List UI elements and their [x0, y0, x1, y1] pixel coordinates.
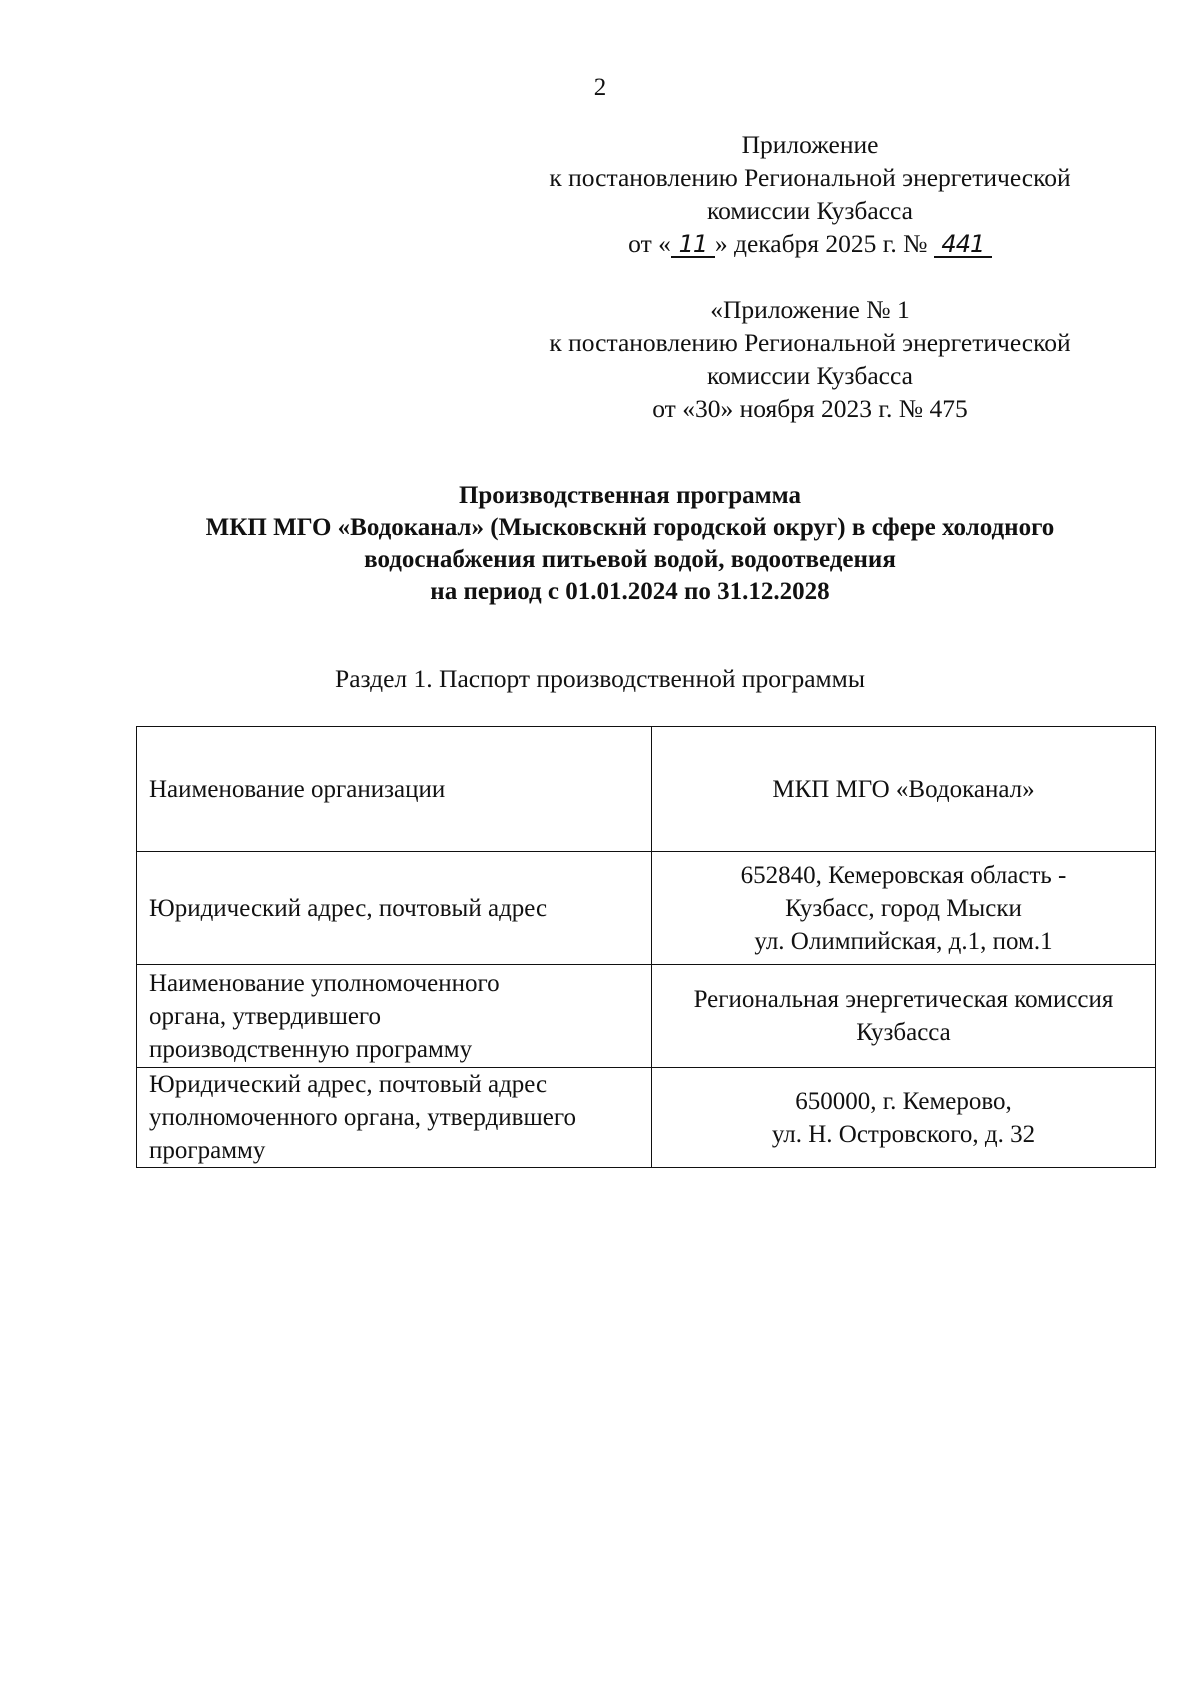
row-value	[652, 852, 1156, 965]
table-row	[137, 852, 1156, 965]
row-value-line: ул. Олимпийская, д.1, пом.1	[754, 927, 1053, 955]
table-row	[137, 1068, 1156, 1168]
original-commission-line: комиссии Кузбасса	[707, 361, 913, 390]
row-label	[137, 852, 652, 965]
appendix-header	[480, 128, 1140, 260]
row-value-line: 652840, Кемеровская область -	[740, 861, 1067, 889]
appendix-date-line	[480, 227, 1140, 260]
row-value-line: Кузбасс, город Мыски	[785, 894, 1022, 922]
row-value-line: 650000, г. Кемерово,	[795, 1087, 1012, 1115]
date-prefix: от «	[628, 229, 671, 258]
row-label-line: Наименование организации	[149, 775, 446, 803]
row-label	[137, 965, 652, 1068]
original-date-line: от «30» ноября 2023 г. № 475	[652, 394, 968, 423]
row-label-line: программу	[149, 1137, 266, 1164]
row-label	[137, 1068, 652, 1168]
original-appendix-label: «Приложение № 1	[710, 295, 910, 324]
row-label-line: Юридический адрес, почтовый адрес	[149, 894, 548, 922]
appendix-resolution-line: к постановлению Региональной энергетической	[549, 163, 1071, 192]
appendix-label: Приложение	[741, 130, 879, 159]
row-label-line: Юридический адрес, почтовый адрес	[149, 1071, 548, 1098]
row-label-line: производственную программу	[149, 1035, 473, 1063]
date-middle: » декабря 2025 г. №	[714, 229, 928, 258]
row-label-line: Наименование уполномоченного	[149, 969, 500, 997]
row-value-line: Кузбасса	[856, 1019, 951, 1046]
row-value	[652, 1068, 1156, 1168]
program-title-line-1: Производственная программа	[458, 482, 802, 509]
program-title-line-2: МКП МГО «Водоканал» (Мысковскнй городской округ) в сфере холодного	[205, 514, 1055, 541]
handwritten-number: 441	[934, 232, 992, 258]
row-label-line: уполномоченного органа, утвердившего	[149, 1104, 576, 1131]
program-title-line-4: на период с 01.01.2024 по 31.12.2028	[430, 578, 830, 605]
appendix-original-header	[480, 293, 1140, 425]
passport-table	[136, 726, 1156, 1168]
row-label-line: органа, утвердившего	[149, 1002, 382, 1030]
row-label	[137, 727, 652, 852]
table-row	[137, 727, 1156, 852]
table-row	[137, 965, 1156, 1068]
row-value-line: МКП МГО «Водоканал»	[772, 775, 1035, 803]
row-value-line: Региональная энергетическая комиссия	[693, 986, 1114, 1013]
original-resolution-line: к постановлению Региональной энергетической	[549, 328, 1071, 357]
program-title-line-3: водоснабжения питьевой водой, водоотведения	[364, 546, 896, 573]
handwritten-day: 11	[671, 232, 715, 258]
row-value	[652, 727, 1156, 852]
row-value-line: ул. Н. Островского, д. 32	[771, 1120, 1036, 1148]
page-number: 2	[593, 74, 607, 101]
appendix-commission-line: комиссии Кузбасса	[707, 196, 913, 225]
program-title	[130, 480, 1130, 608]
section-title: Раздел 1. Паспорт производственной программы	[335, 664, 865, 693]
row-value	[652, 965, 1156, 1068]
